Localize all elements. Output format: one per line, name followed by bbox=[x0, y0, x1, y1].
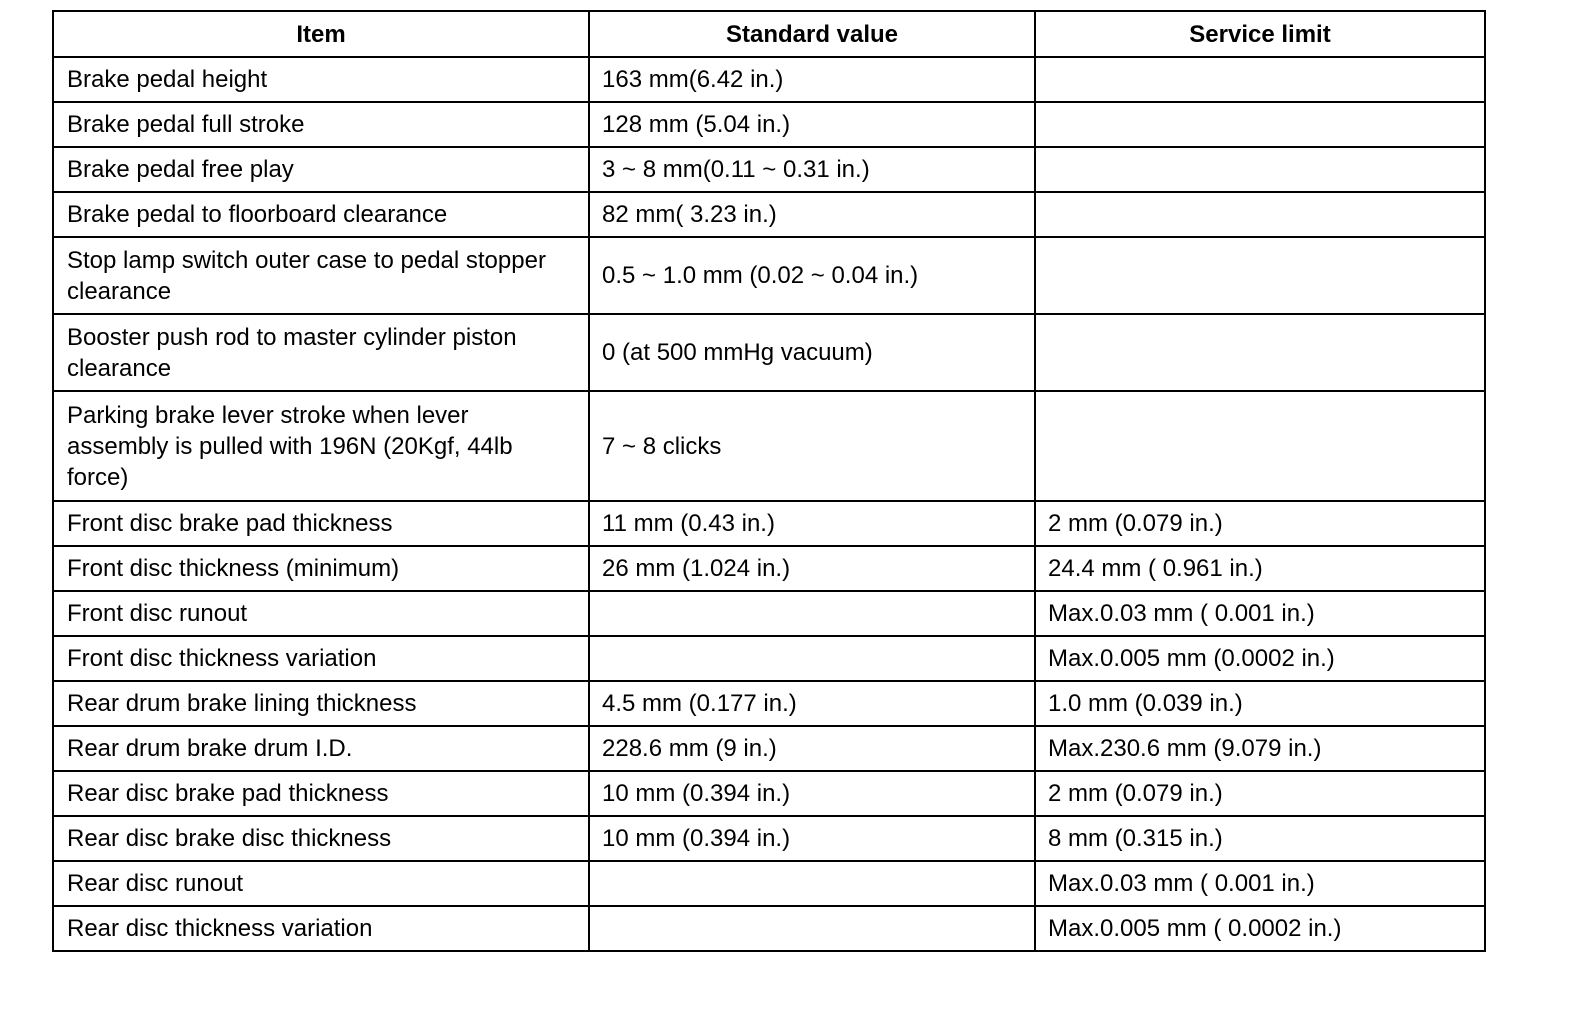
standard-value-cell: 0.5 ~ 1.0 mm (0.02 ~ 0.04 in.) bbox=[589, 237, 1035, 314]
item-cell: Brake pedal to floorboard clearance bbox=[53, 192, 589, 237]
standard-value-cell: 3 ~ 8 mm(0.11 ~ 0.31 in.) bbox=[589, 147, 1035, 192]
standard-value-cell: 26 mm (1.024 in.) bbox=[589, 546, 1035, 591]
service-limit-cell bbox=[1035, 391, 1485, 501]
service-limit-cell: Max.0.03 mm ( 0.001 in.) bbox=[1035, 861, 1485, 906]
table-row bbox=[53, 771, 1485, 816]
table-row bbox=[53, 391, 1485, 501]
table-row bbox=[53, 906, 1485, 951]
service-limit-cell bbox=[1035, 192, 1485, 237]
table-row bbox=[53, 681, 1485, 726]
table-row bbox=[53, 314, 1485, 391]
standard-value-cell: 82 mm( 3.23 in.) bbox=[589, 192, 1035, 237]
table-body bbox=[53, 57, 1485, 951]
item-cell: Rear disc brake disc thickness bbox=[53, 816, 589, 861]
service-limit-cell: Max.0.03 mm ( 0.001 in.) bbox=[1035, 591, 1485, 636]
service-limit-cell: 1.0 mm (0.039 in.) bbox=[1035, 681, 1485, 726]
table-row bbox=[53, 591, 1485, 636]
table-row bbox=[53, 57, 1485, 102]
spec-sheet bbox=[52, 10, 1484, 952]
item-cell: Rear drum brake drum I.D. bbox=[53, 726, 589, 771]
standard-value-cell: 228.6 mm (9 in.) bbox=[589, 726, 1035, 771]
service-limit-cell bbox=[1035, 314, 1485, 391]
standard-value-cell bbox=[589, 636, 1035, 681]
service-limit-cell: Max.230.6 mm (9.079 in.) bbox=[1035, 726, 1485, 771]
table-row bbox=[53, 237, 1485, 314]
table-row bbox=[53, 816, 1485, 861]
table-header bbox=[53, 11, 1485, 57]
item-cell: Rear disc runout bbox=[53, 861, 589, 906]
table-row bbox=[53, 636, 1485, 681]
item-cell: Brake pedal full stroke bbox=[53, 102, 589, 147]
service-limit-cell: 24.4 mm ( 0.961 in.) bbox=[1035, 546, 1485, 591]
standard-value-cell: 7 ~ 8 clicks bbox=[589, 391, 1035, 501]
service-limit-cell: 8 mm (0.315 in.) bbox=[1035, 816, 1485, 861]
standard-value-cell: 10 mm (0.394 in.) bbox=[589, 816, 1035, 861]
column-header-standard-value: Standard value bbox=[589, 11, 1035, 57]
service-limit-cell: Max.0.005 mm ( 0.0002 in.) bbox=[1035, 906, 1485, 951]
table-row bbox=[53, 501, 1485, 546]
item-cell: Rear drum brake lining thickness bbox=[53, 681, 589, 726]
item-cell: Front disc thickness (minimum) bbox=[53, 546, 589, 591]
item-cell: Front disc thickness variation bbox=[53, 636, 589, 681]
item-cell: Booster push rod to master cylinder piston clearance bbox=[53, 314, 589, 391]
table-row bbox=[53, 147, 1485, 192]
table-row bbox=[53, 861, 1485, 906]
header-row bbox=[53, 11, 1485, 57]
standard-value-cell bbox=[589, 861, 1035, 906]
table-row bbox=[53, 192, 1485, 237]
column-header-item: Item bbox=[53, 11, 589, 57]
standard-value-cell: 4.5 mm (0.177 in.) bbox=[589, 681, 1035, 726]
service-limit-cell: Max.0.005 mm (0.0002 in.) bbox=[1035, 636, 1485, 681]
item-cell: Parking brake lever stroke when lever assembly is pulled with 196N (20Kgf, 44lb force) bbox=[53, 391, 589, 501]
standard-value-cell: 128 mm (5.04 in.) bbox=[589, 102, 1035, 147]
table-row bbox=[53, 546, 1485, 591]
item-cell: Brake pedal free play bbox=[53, 147, 589, 192]
item-cell: Rear disc brake pad thickness bbox=[53, 771, 589, 816]
standard-value-cell bbox=[589, 906, 1035, 951]
standard-value-cell: 10 mm (0.394 in.) bbox=[589, 771, 1035, 816]
standard-value-cell: 163 mm(6.42 in.) bbox=[589, 57, 1035, 102]
service-limit-cell bbox=[1035, 147, 1485, 192]
item-cell: Stop lamp switch outer case to pedal stopper clearance bbox=[53, 237, 589, 314]
item-cell: Rear disc thickness variation bbox=[53, 906, 589, 951]
column-header-service-limit: Service limit bbox=[1035, 11, 1485, 57]
standard-value-cell: 0 (at 500 mmHg vacuum) bbox=[589, 314, 1035, 391]
service-limit-cell bbox=[1035, 57, 1485, 102]
spec-table bbox=[52, 10, 1486, 952]
service-limit-cell: 2 mm (0.079 in.) bbox=[1035, 501, 1485, 546]
item-cell: Front disc brake pad thickness bbox=[53, 501, 589, 546]
service-limit-cell bbox=[1035, 237, 1485, 314]
table-row bbox=[53, 102, 1485, 147]
standard-value-cell bbox=[589, 591, 1035, 636]
table-row bbox=[53, 726, 1485, 771]
item-cell: Brake pedal height bbox=[53, 57, 589, 102]
service-limit-cell bbox=[1035, 102, 1485, 147]
service-limit-cell: 2 mm (0.079 in.) bbox=[1035, 771, 1485, 816]
standard-value-cell: 11 mm (0.43 in.) bbox=[589, 501, 1035, 546]
item-cell: Front disc runout bbox=[53, 591, 589, 636]
